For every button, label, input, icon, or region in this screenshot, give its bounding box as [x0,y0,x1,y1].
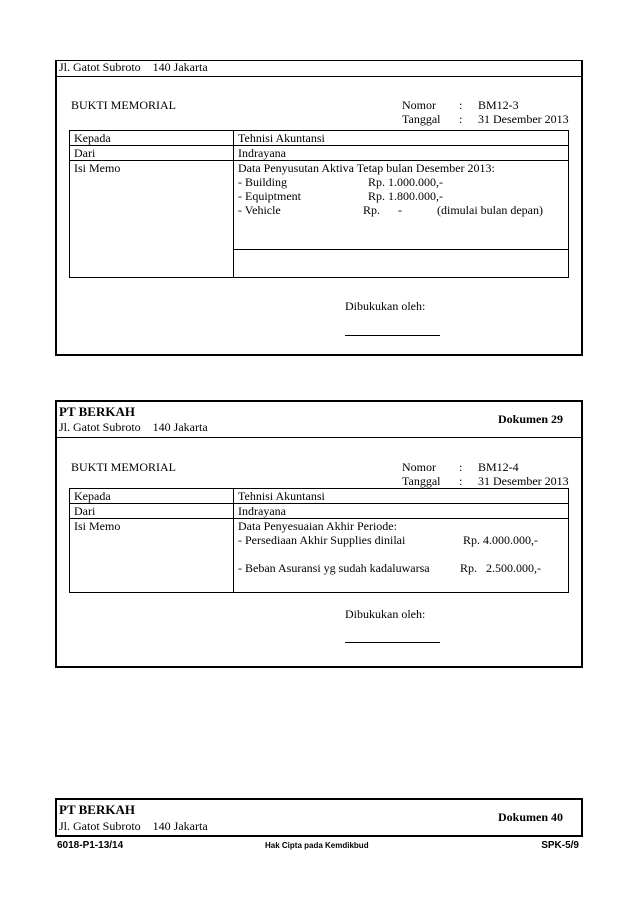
kepada-value: Tehnisi Akuntansi [234,489,569,504]
item-amount: Rp. - [363,203,402,217]
item-name: - Equiptment [238,189,301,203]
item-name: - Beban Asuransi yg sudah kadaluwarsa [238,561,430,575]
panel-header [57,61,581,77]
tanggal-value: 31 Desember 2013 [478,112,569,126]
memo-table [69,488,569,593]
signature-label: Dibukukan oleh: [345,299,426,313]
line-item [238,189,564,203]
panel-header [57,800,581,836]
colon: : [459,474,463,488]
dari-value: Indrayana [234,504,569,519]
colon: : [459,112,463,126]
isi-label: Isi Memo [70,519,234,593]
colon: : [459,460,463,474]
item-amount: Rp. 1.000.000,- [368,175,443,189]
empty-cell [234,250,569,278]
dari-label: Dari [70,146,234,161]
dari-label: Dari [70,504,234,519]
isi-content [234,161,569,250]
nomor-label: Nomor [402,460,436,474]
kepada-label: Kepada [70,131,234,146]
company-address: Jl. Gatot Subroto 140 Jakarta [59,819,208,833]
tanggal-value: 31 Desember 2013 [478,474,569,488]
line-item [238,561,564,575]
footer-page: SPK-5/9 [541,840,579,851]
line-item [238,203,564,217]
company-address: Jl. Gatot Subroto 140 Jakarta [59,420,208,434]
signature-line [345,642,440,643]
colon: : [459,98,463,112]
memo-table [69,130,569,278]
isi-heading: Data Penyesuaian Akhir Periode: [238,519,397,533]
kepada-label: Kepada [70,489,234,504]
line-item [238,175,564,189]
footer-code: 6018-P1-13/14 [57,840,124,851]
item-note: (dimulai bulan depan) [437,203,543,217]
isi-content [234,519,569,593]
item-name: - Persediaan Akhir Supplies dinilai [238,533,406,547]
page-footer [55,835,583,853]
nomor-value: BM12-3 [478,98,519,112]
document-number: Dokumen 40 [497,810,563,824]
footer-copyright: Hak Cipta pada Kemdikbud [265,841,369,850]
tanggal-label: Tanggal [402,112,441,126]
memo-panel-bm12-4 [55,400,583,668]
item-name: - Vehicle [238,203,281,217]
signature-label: Dibukukan oleh: [345,607,426,621]
kepada-value: Tehnisi Akuntansi [234,131,569,146]
tanggal-label: Tanggal [402,474,441,488]
panel-header [57,402,581,438]
company-name: PT BERKAH [59,802,135,817]
memo-meta [402,98,569,126]
isi-heading: Data Penyusutan Aktiva Tetap bulan Desember 2013: [238,161,495,175]
memo-meta [402,460,569,488]
company-address: Jl. Gatot Subroto 140 Jakarta [59,60,208,74]
item-name: - Building [238,175,288,189]
item-amount: Rp. 4.000.000,- [463,533,538,547]
nomor-value: BM12-4 [478,460,519,474]
company-name: PT BERKAH [59,404,135,419]
item-amount: Rp. 2.500.000,- [460,561,541,575]
nomor-label: Nomor [402,98,436,112]
item-amount: Rp. 1.800.000,- [368,189,443,203]
dari-value: Indrayana [234,146,569,161]
document-number: Dokumen 29 [497,412,563,426]
memo-title: BUKTI MEMORIAL [71,460,176,474]
line-item [238,533,564,547]
memo-title: BUKTI MEMORIAL [71,98,176,112]
document-header-panel [55,798,583,836]
signature-line [345,335,440,336]
isi-label: Isi Memo [70,161,234,278]
memo-panel-bm12-3 [55,60,583,356]
